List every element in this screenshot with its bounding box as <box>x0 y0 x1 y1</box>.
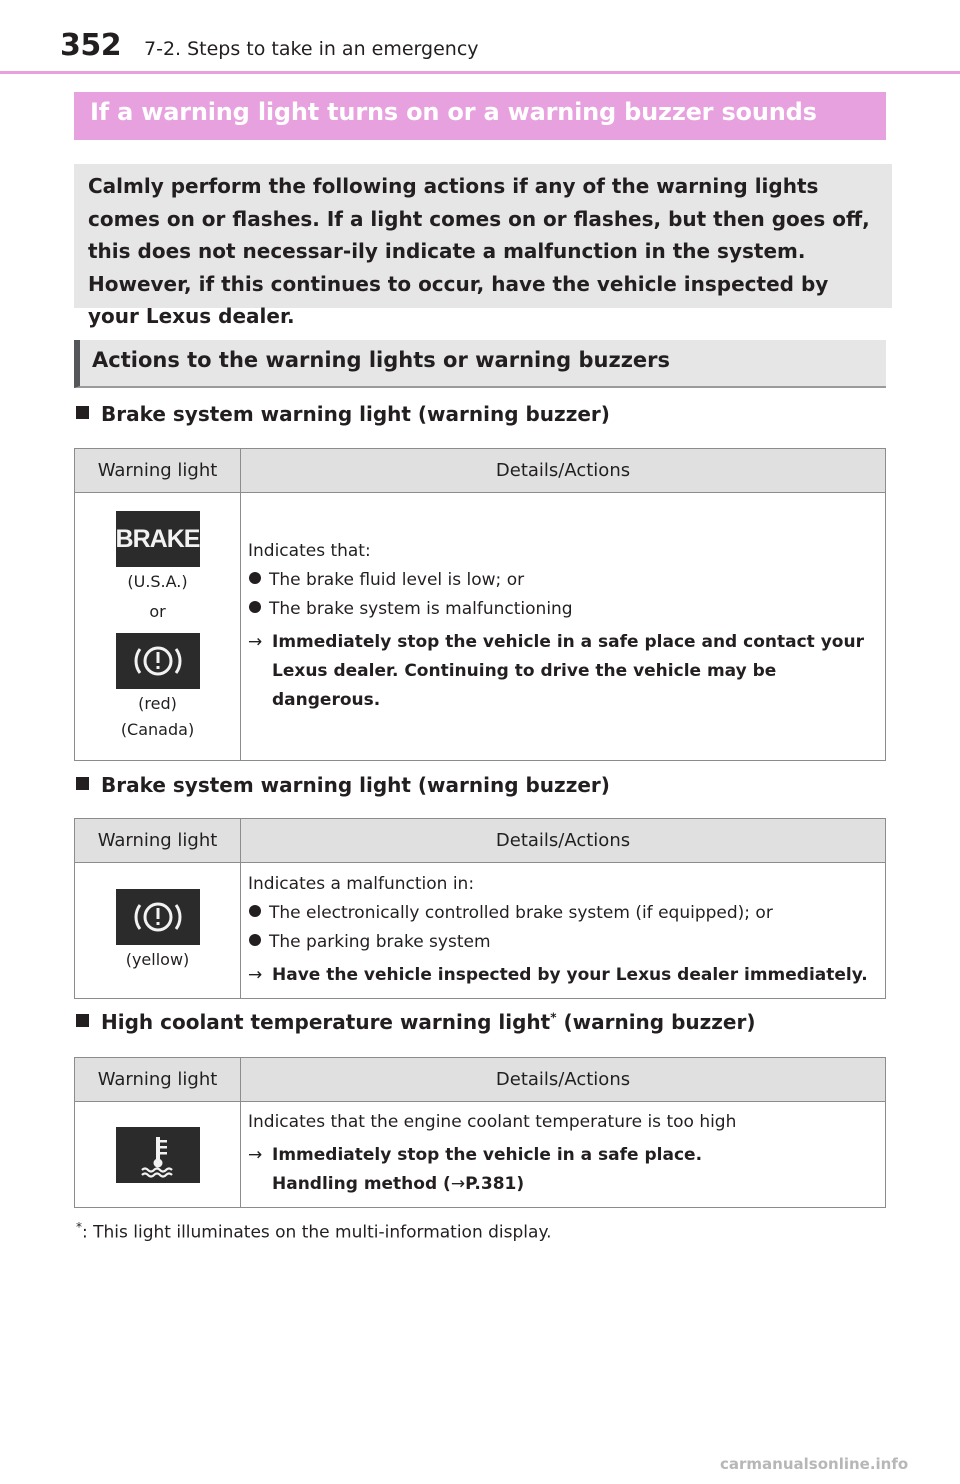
square-bullet-icon <box>76 406 89 419</box>
footnote-mark: * <box>76 1220 82 1234</box>
table-row <box>75 1102 886 1208</box>
icon-label-canada: (Canada) <box>120 719 195 739</box>
brake-yellow-table <box>74 818 886 999</box>
item-heading-brake-yellow <box>76 773 610 797</box>
list-item-text: The electronically controlled brake system (if equipped); or <box>269 902 773 923</box>
list-item <box>248 928 879 957</box>
intro-box <box>74 164 892 328</box>
brake-text-icon: BRAKE <box>116 511 200 567</box>
footnote-mark: * <box>550 1010 557 1025</box>
item-heading-tail: (warning buzzer) <box>556 1010 756 1034</box>
footnote <box>76 1220 551 1243</box>
details-cell <box>241 1102 886 1208</box>
brake-circle-icon <box>116 889 200 945</box>
section-banner <box>74 92 886 140</box>
table-row <box>75 863 886 999</box>
arrow-icon: → <box>248 631 263 652</box>
col-details-actions: Details/Actions <box>241 819 886 863</box>
bullet-icon <box>249 934 261 946</box>
action-text-body: Have the vehicle inspected by your Lexus dealer immediately. <box>272 964 868 985</box>
col-details-actions: Details/Actions <box>241 449 886 493</box>
section-title: 7-2. Steps to take in an emergency <box>144 38 479 60</box>
item-heading-brake-red <box>76 402 610 426</box>
item-heading-text: Brake system warning light (warning buzzer) <box>101 402 610 426</box>
warning-light-cell <box>75 863 241 999</box>
icon-label-usa: (U.S.A.) <box>127 571 188 591</box>
page-header <box>60 28 900 72</box>
bullet-icon <box>249 601 261 613</box>
item-heading-text: High coolant temperature warning light <box>101 1010 551 1034</box>
banner-title: If a warning light turns on or a warning buzzer sounds <box>90 98 817 126</box>
col-details-actions: Details/Actions <box>241 1058 886 1102</box>
bullet-icon <box>249 572 261 584</box>
col-warning-light: Warning light <box>75 819 241 863</box>
coolant-table <box>74 1057 886 1208</box>
col-warning-light: Warning light <box>75 1058 241 1102</box>
handling-method-text: Handling method ( <box>272 1174 451 1194</box>
details-intro: Indicates that the engine coolant temperature is too high <box>248 1112 737 1132</box>
action-text <box>248 628 879 715</box>
arrow-icon: → <box>248 964 263 985</box>
details-intro: Indicates that: <box>248 540 371 561</box>
brake-red-table <box>74 448 886 761</box>
col-warning-light: Warning light <box>75 449 241 493</box>
warning-light-cell <box>75 493 241 761</box>
coolant-temperature-icon <box>116 1127 200 1183</box>
table-row <box>75 493 886 761</box>
icon-label-red: (red) <box>138 693 177 713</box>
arrow-icon: → <box>248 1145 263 1165</box>
table-header-row <box>75 449 886 493</box>
list-item-text: The brake system is malfunctioning <box>269 598 573 619</box>
page-reference-link[interactable]: P.381) <box>465 1174 525 1194</box>
details-intro: Indicates a malfunction in: <box>248 873 475 894</box>
details-cell <box>241 493 886 761</box>
action-text <box>248 1141 879 1199</box>
intro-text: Calmly perform the following actions if any of the warning lights comes on or flashes. If a light comes on or flashes, but then goes off, this does not necessar-ily indicate a malfunction in the system. However, if this continues to occur, have the vehicle inspected by your Lexus dealer. <box>88 174 870 328</box>
footnote-text: : This light illuminates on the multi-information display. <box>82 1222 552 1243</box>
page-number: 352 <box>60 28 122 63</box>
square-bullet-icon <box>76 1014 89 1027</box>
subhead <box>74 340 886 388</box>
header-rule <box>0 71 960 74</box>
subhead-title: Actions to the warning lights or warning buzzers <box>92 348 671 372</box>
table-header-row <box>75 819 886 863</box>
list-item-text: The brake fluid level is low; or <box>269 569 525 590</box>
action-text-body: Immediately stop the vehicle in a safe place and contact your Lexus dealer. Continuing to drive the vehicle may be dangerous. <box>272 631 864 710</box>
item-heading-coolant <box>76 1010 755 1034</box>
action-text <box>248 961 879 990</box>
table-header-row <box>75 1058 886 1102</box>
arrow-icon: → <box>450 1174 466 1194</box>
list-item <box>248 595 879 624</box>
brake-circle-icon <box>116 633 200 689</box>
details-cell <box>241 863 886 999</box>
bullet-icon <box>249 905 261 917</box>
watermark: carmanualsonline.info <box>720 1455 909 1473</box>
item-heading-text: Brake system warning light (warning buzzer) <box>101 773 610 797</box>
list-item <box>248 899 879 928</box>
action-text-body: Immediately stop the vehicle in a safe place. <box>272 1145 703 1165</box>
square-bullet-icon <box>76 777 89 790</box>
list-item-text: The parking brake system <box>269 931 491 952</box>
list-item <box>248 566 879 595</box>
warning-light-cell <box>75 1102 241 1208</box>
or-label: or <box>149 601 166 621</box>
icon-label-yellow: (yellow) <box>125 949 190 969</box>
